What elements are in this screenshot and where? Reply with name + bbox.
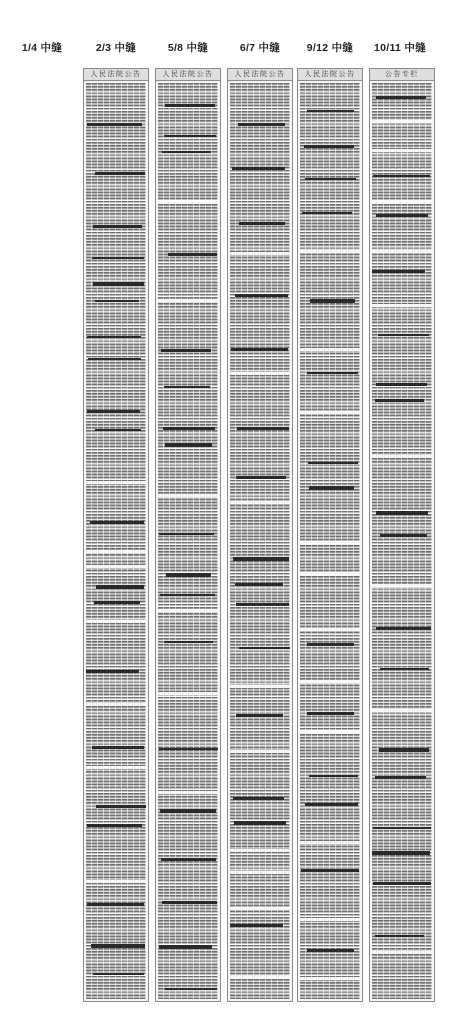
strip-heading-bar xyxy=(236,603,289,606)
strip-paragraph-gap xyxy=(300,628,360,631)
strip-paragraph-gap xyxy=(86,565,146,568)
strip-header-2-3: 人民法院公告 xyxy=(84,69,148,81)
strip-paragraph-gap xyxy=(372,149,432,152)
strip-paragraph-gap xyxy=(300,348,360,351)
strip-heading-bar xyxy=(237,427,289,430)
strip-heading-bar xyxy=(376,511,428,515)
strip-paragraph-gap xyxy=(158,692,218,695)
newspaper-strip-10-11 xyxy=(369,68,435,1002)
strip-heading-bar xyxy=(236,714,283,717)
strip-heading-bar xyxy=(91,944,145,948)
strip-heading-bar xyxy=(165,104,215,107)
strip-heading-bar xyxy=(305,803,358,806)
strip-heading-bar xyxy=(96,805,146,808)
strip-heading-bar xyxy=(159,945,212,949)
strip-header-5-8: 人民法院公告 xyxy=(156,69,220,81)
strip-heading-bar xyxy=(159,748,218,750)
strip-heading-bar xyxy=(87,903,144,906)
strip-paragraph-gap xyxy=(372,250,432,253)
column-label-10-11: 10/11 中缝 xyxy=(373,42,426,54)
strip-heading-bar xyxy=(309,775,358,777)
strip-heading-bar xyxy=(87,123,142,126)
strip-heading-bar xyxy=(159,533,214,535)
strip-heading-bar xyxy=(165,443,212,447)
strip-heading-bar xyxy=(163,427,215,430)
strip-heading-bar xyxy=(378,334,429,336)
strip-paragraph-gap xyxy=(372,200,432,203)
strip-heading-bar xyxy=(235,583,283,586)
strip-paragraph-gap xyxy=(300,411,360,414)
strip-paragraph-gap xyxy=(300,250,360,253)
strip-heading-bar xyxy=(161,858,216,861)
strip-header-10-11: 公告专栏 xyxy=(370,69,434,81)
strip-heading-bar xyxy=(96,585,144,589)
strip-heading-bar xyxy=(307,712,354,715)
strip-text-9-12 xyxy=(300,83,360,999)
strip-heading-bar xyxy=(304,145,354,148)
strip-text-10-11 xyxy=(372,83,432,999)
strip-heading-bar xyxy=(372,270,425,273)
newspaper-strip-5-8 xyxy=(155,68,221,1002)
strip-heading-bar xyxy=(87,410,140,413)
newspaper-strip-2-3 xyxy=(83,68,149,1002)
strip-paragraph-gap xyxy=(86,481,146,484)
strip-text-6-7 xyxy=(230,83,290,999)
strip-heading-bar xyxy=(162,901,217,904)
strip-heading-bar xyxy=(307,949,354,952)
strip-heading-bar xyxy=(161,349,211,352)
strip-heading-bar xyxy=(239,647,290,649)
strip-heading-bar xyxy=(375,776,426,779)
strip-heading-bar xyxy=(168,253,217,256)
strip-paragraph-gap xyxy=(372,709,432,712)
strip-paragraph-gap xyxy=(372,455,432,458)
strip-heading-bar xyxy=(164,386,210,388)
strip-paragraph-gap xyxy=(300,680,360,683)
strip-heading-bar xyxy=(162,151,211,153)
strip-paragraph-gap xyxy=(230,372,290,375)
strip-heading-bar xyxy=(87,336,141,338)
strip-heading-bar xyxy=(95,172,145,175)
strip-heading-bar xyxy=(92,257,144,259)
strip-paragraph-gap xyxy=(86,550,146,553)
strip-heading-bar xyxy=(308,462,358,464)
strip-paragraph-gap xyxy=(230,975,290,978)
strip-paragraph-gap xyxy=(300,573,360,576)
strip-heading-bar xyxy=(380,534,427,537)
column-label-9-12: 9/12 中缝 xyxy=(306,42,354,54)
strip-heading-bar xyxy=(375,935,424,937)
strip-heading-bar xyxy=(376,383,427,386)
strip-header-9-12: 人民法院公告 xyxy=(298,69,362,81)
strip-heading-bar xyxy=(95,429,141,431)
strip-paragraph-gap xyxy=(230,685,290,688)
strip-heading-bar xyxy=(232,167,285,170)
strip-heading-bar xyxy=(166,573,211,577)
strip-heading-bar xyxy=(376,627,431,630)
strip-heading-bar xyxy=(373,882,431,885)
strip-heading-bar xyxy=(376,214,428,217)
column-label-6-7: 6/7 中缝 xyxy=(239,42,281,54)
column-label-2-3: 2/3 中缝 xyxy=(95,42,137,54)
strip-paragraph-gap xyxy=(86,880,146,883)
strip-heading-bar xyxy=(380,668,429,670)
newspaper-strip-9-12 xyxy=(297,68,363,1002)
strip-heading-bar xyxy=(310,299,355,303)
strip-heading-bar xyxy=(305,178,356,180)
strip-paragraph-gap xyxy=(230,849,290,852)
strip-heading-bar xyxy=(230,924,283,927)
strip-paragraph-gap xyxy=(158,791,218,794)
strip-heading-bar xyxy=(236,476,286,479)
strip-heading-bar xyxy=(239,222,285,225)
strip-paragraph-gap xyxy=(372,951,432,954)
strip-paragraph-gap xyxy=(300,918,360,921)
strip-heading-bar xyxy=(165,988,217,990)
strip-heading-bar xyxy=(95,300,139,302)
strip-heading-bar xyxy=(90,521,144,524)
strip-heading-bar xyxy=(93,973,144,975)
strip-heading-bar xyxy=(372,851,430,855)
strip-paragraph-gap xyxy=(86,766,146,769)
strip-heading-bar xyxy=(160,809,216,813)
strip-heading-bar xyxy=(164,135,216,137)
strip-heading-bar xyxy=(92,746,144,749)
strip-heading-bar xyxy=(376,96,426,99)
newspaper-strip-6-7 xyxy=(227,68,293,1002)
strip-heading-bar xyxy=(301,869,359,872)
strip-heading-bar xyxy=(379,748,429,752)
strip-heading-bar xyxy=(93,282,144,286)
strip-heading-bar xyxy=(235,294,288,297)
strip-heading-bar xyxy=(164,641,213,643)
column-label-1-4: 1/4 中缝 xyxy=(21,42,63,54)
strip-heading-bar xyxy=(86,670,139,673)
strip-paragraph-gap xyxy=(230,750,290,753)
strip-paragraph-gap xyxy=(300,731,360,734)
strip-paragraph-gap xyxy=(230,871,290,874)
strip-text-5-8 xyxy=(158,83,218,999)
strip-paragraph-gap xyxy=(230,252,290,255)
strip-paragraph-gap xyxy=(372,120,432,123)
strip-paragraph-gap xyxy=(158,494,218,497)
strip-heading-bar xyxy=(233,797,284,800)
strip-paragraph-gap xyxy=(230,501,290,504)
strip-paragraph-gap xyxy=(158,299,218,302)
strip-heading-bar xyxy=(93,225,142,228)
strip-text-2-3 xyxy=(86,83,146,999)
strip-heading-bar xyxy=(234,821,286,825)
column-label-5-8: 5/8 中缝 xyxy=(167,42,209,54)
strip-paragraph-gap xyxy=(300,841,360,844)
strip-heading-bar xyxy=(233,557,289,561)
strip-heading-bar xyxy=(373,175,430,177)
strip-heading-bar xyxy=(160,594,215,596)
strip-heading-bar xyxy=(307,372,358,374)
strip-paragraph-gap xyxy=(158,609,218,612)
strip-heading-bar xyxy=(375,399,424,402)
strip-header-6-7: 人民法院公告 xyxy=(228,69,292,81)
strip-heading-bar xyxy=(307,643,354,646)
strip-heading-bar xyxy=(307,110,354,112)
strip-paragraph-gap xyxy=(372,584,432,587)
strip-paragraph-gap xyxy=(300,542,360,545)
strip-heading-bar xyxy=(309,486,354,490)
strip-paragraph-gap xyxy=(300,977,360,980)
strip-heading-bar xyxy=(373,827,431,829)
strip-heading-bar xyxy=(88,358,141,360)
strip-paragraph-gap xyxy=(86,620,146,623)
strip-paragraph-gap xyxy=(158,201,218,204)
strip-heading-bar xyxy=(302,212,352,214)
strip-heading-bar xyxy=(231,348,288,351)
strip-heading-bar xyxy=(238,123,285,126)
strip-heading-bar xyxy=(87,824,142,827)
strip-paragraph-gap xyxy=(372,304,432,307)
strip-paragraph-gap xyxy=(86,703,146,706)
strip-heading-bar xyxy=(94,601,140,604)
strip-paragraph-gap xyxy=(230,907,290,910)
